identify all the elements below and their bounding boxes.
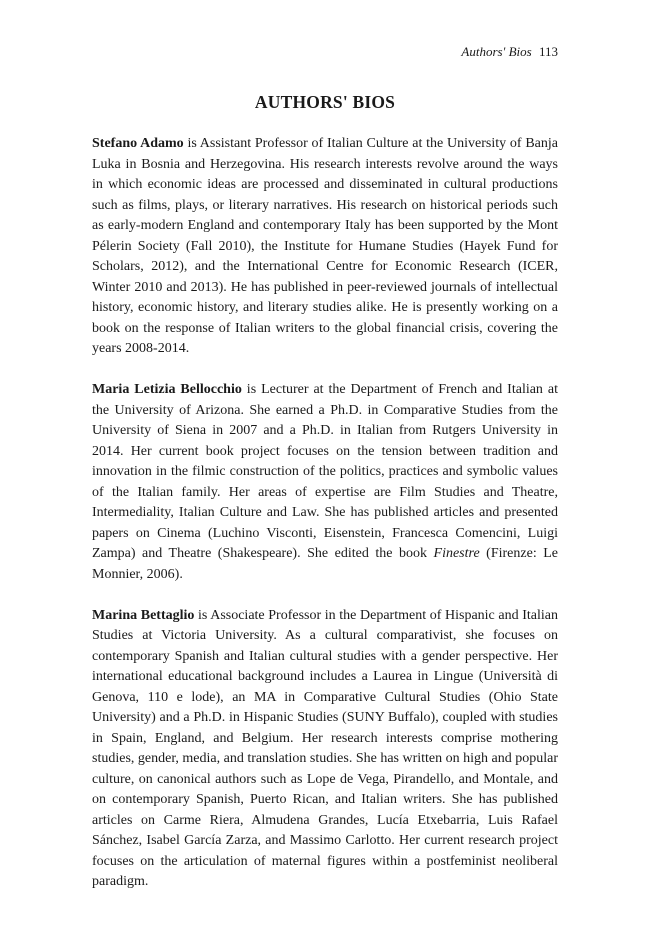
- bios-section: [92, 134, 558, 913]
- bio-paragraph-bettaglio: [92, 606, 558, 893]
- author-name: Maria Letizia Bellocchio: [92, 382, 242, 397]
- running-head: [461, 44, 558, 60]
- bio-text: is Lecturer at the Department of French and Italian at the University of Arizona. She earned a Ph.D. in Comparative Studies from the University of Siena in 2007 and a Ph.D. in Italian from Rutgers University in 2014. Her current book project focuses on the tension between tradition and innovation in the filmic construction of the politics, practices and symbolic values of the Italian family. Her areas of expertise are Film Studies and Theatre, Intermediality, Italian Culture and Law. She has published articles and presented papers on Cinema (Luchino Visconti, Eisenstein, Francesca Comencini, Luigi Zampa) and Theatre (Shakespeare). She edited the book: [92, 382, 558, 561]
- book-title: Finestre: [433, 546, 480, 561]
- bio-text: is Associate Professor in the Department of Hispanic and Italian Studies at Victoria University. As a cultural comparativist, she focuses on contemporary Spanish and Italian cultural studies with a gender perspective. Her international educational background includes a Laurea in Lingue (Università di Genova, 110 e lode), an MA in Comparative Cultural Studies (Ohio State University) and a Ph.D. in Hispanic Studies (SUNY Buffalo), coupled with studies in Spain, England, and Belgium. Her research interests comprise mothering studies, gender, media, and translation studies. She has written on high and popular culture, on canonical authors such as Lope de Vega, Pirandello, and Montale, and on contemporary Spanish, Puerto Rican, and Italian writers. She has published articles on Carme Riera, Almudena Grandes, Lucía Etxebarria, Luis Rafael Sánchez, Isabel García Zarza, and Massimo Carlotto. Her current research project focuses on the articulation of maternal figures within a postfeminist neoliberal paradigm.: [92, 607, 559, 889]
- author-name: Marina Bettaglio: [92, 607, 195, 623]
- running-head-title: Authors' Bios: [461, 44, 532, 59]
- page-number: 113: [538, 44, 558, 59]
- bio-text-after: (Firenze: Le Monnier, 2006).: [92, 546, 558, 582]
- page-title: AUTHORS' BIOS: [254, 92, 396, 112]
- bio-text: is Assistant Professor of Italian Culture at the University of Banja Luka in Bosnia and Herzegovina. His research interests revolve around the ways in which economic ideas are processed and disseminated in cultural productions such as films, plays, or literary narratives. His research on historical periods such as early-modern England and contemporary Italy has been supported by the Mont Pélerin Society (Fall 2010), the Institute for Humane Studies (Hayek Fund for Scholars, 2012), and the International Centre for Economic Research (ICER, Winter 2010 and 2013). He has published in peer-reviewed journals of intellectual history, economic history, and literary studies alike. He is presently working on a book on the response of Italian writers to the global financial crisis, covering the years 2008-2014.: [92, 136, 558, 356]
- bio-paragraph-adamo: [92, 134, 558, 360]
- bio-paragraph-bellocchio: [92, 380, 558, 585]
- author-name: Stefano Adamo: [92, 136, 184, 151]
